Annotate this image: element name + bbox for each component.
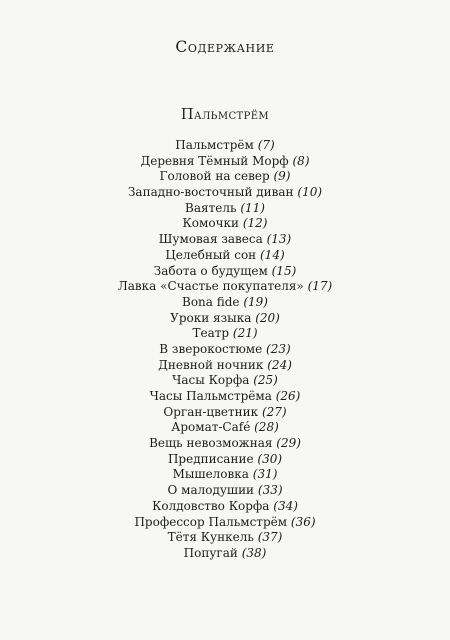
toc-entry: [0, 499, 450, 515]
toc-entry: [0, 467, 450, 483]
toc-entry-title: Часы Пальмстрёма: [149, 389, 272, 403]
toc-entry-page: (31): [252, 467, 278, 482]
toc-entry-page: (7): [257, 138, 275, 152]
toc-entry-page: (17): [307, 279, 333, 294]
toc-entry-page: (33): [257, 483, 283, 498]
toc-entry: [0, 216, 450, 232]
toc-entry-title: Головой на север: [159, 169, 270, 184]
toc-entry-title: Западно-восточный диван: [127, 185, 294, 200]
toc-entry-title: Профессор Пальмстрём: [134, 514, 288, 529]
toc-entry-title: Попугай: [183, 545, 238, 560]
toc-entry-title: Предписание: [167, 451, 254, 466]
toc-entry-title: Лавка «Счастье покупателя»: [117, 279, 304, 294]
toc-entry-title: Дневной ночник: [158, 357, 264, 372]
toc-entry-title: Часы Корфа: [172, 373, 250, 388]
toc-entry-title: Мышеловка: [172, 467, 249, 482]
toc-entry-title: Bona fide: [182, 294, 240, 309]
toc-entry-title: Пальмстрём: [175, 138, 254, 152]
toc-entry: [0, 201, 450, 217]
toc-entry-page: (23): [266, 341, 291, 356]
toc-entry-page: (38): [241, 545, 267, 560]
toc-entry-title: Уроки языка: [170, 310, 252, 325]
toc-entry: [0, 389, 450, 405]
toc-entry: [0, 326, 450, 342]
toc-entry: [0, 483, 450, 499]
toc-entry-page: (26): [275, 389, 301, 403]
toc-entry: [0, 342, 450, 358]
toc-entry-title: В зверокостюме: [159, 341, 263, 356]
toc-entry-page: (36): [290, 514, 316, 529]
toc-entry-page: (30): [257, 451, 283, 466]
toc-entry-title: Ваятель: [185, 200, 237, 215]
toc-entry-title: Вещь невозможная: [149, 436, 273, 451]
toc-entry-page: (27): [261, 404, 287, 419]
toc-entry-page: (14): [260, 247, 285, 262]
toc-entry: [0, 515, 450, 531]
toc-entry-page: (24): [267, 357, 292, 372]
toc-entry-page: (25): [253, 373, 278, 388]
toc-list: [0, 138, 450, 562]
toc-entry: [0, 436, 450, 452]
toc-entry: [0, 420, 450, 436]
toc-entry: [0, 169, 450, 185]
toc-entry-title: Аромат-Café: [171, 420, 251, 435]
toc-entry-title: Театр: [192, 326, 230, 341]
toc-entry: [0, 248, 450, 264]
toc-entry-title: Комочки: [182, 216, 240, 231]
section-title: Пальмстрём: [180, 107, 270, 123]
toc-entry-page: (20): [255, 310, 280, 325]
toc-entry-page: (37): [257, 530, 283, 545]
toc-entry-title: О малодушии: [167, 483, 255, 498]
toc-entry: [0, 138, 450, 154]
toc-entry-title: Колдовство Корфа: [152, 498, 270, 513]
toc-entry-page: (9): [273, 169, 291, 184]
toc-entry: [0, 405, 450, 421]
toc-entry: [0, 373, 450, 389]
toc-entry-title: Деревня Тёмный Морф: [140, 153, 289, 168]
toc-entry-title: Тётя Кункель: [167, 530, 254, 545]
toc-entry-page: (15): [271, 263, 297, 278]
toc-entry-page: (8): [292, 153, 310, 168]
page-title: Содержание: [175, 38, 275, 56]
toc-entry-page: (28): [254, 420, 279, 435]
toc-entry-page: (13): [266, 232, 292, 247]
toc-entry: [0, 546, 450, 562]
toc-entry: [0, 295, 450, 311]
toc-entry: [0, 311, 450, 327]
toc-entry-title: Забота о будущем: [153, 263, 268, 278]
toc-entry: [0, 358, 450, 374]
toc-entry-page: (12): [242, 216, 268, 231]
toc-entry: [0, 185, 450, 201]
toc-entry: [0, 530, 450, 546]
toc-entry-page: (34): [273, 498, 298, 513]
toc-entry: [0, 452, 450, 468]
toc-entry-title: Орган-цветник: [163, 404, 259, 419]
toc-entry-page: (21): [232, 326, 258, 341]
toc-entry-page: (11): [240, 200, 265, 215]
toc-entry-page: (29): [276, 436, 301, 451]
toc-entry: [0, 154, 450, 170]
toc-entry: [0, 264, 450, 280]
toc-entry: [0, 232, 450, 248]
toc-entry: [0, 279, 450, 295]
toc-entry-title: Целебный сон: [165, 247, 257, 262]
toc-entry-page: (19): [243, 294, 268, 309]
toc-entry-title: Шумовая завеса: [158, 232, 263, 247]
toc-entry-page: (10): [297, 185, 323, 200]
